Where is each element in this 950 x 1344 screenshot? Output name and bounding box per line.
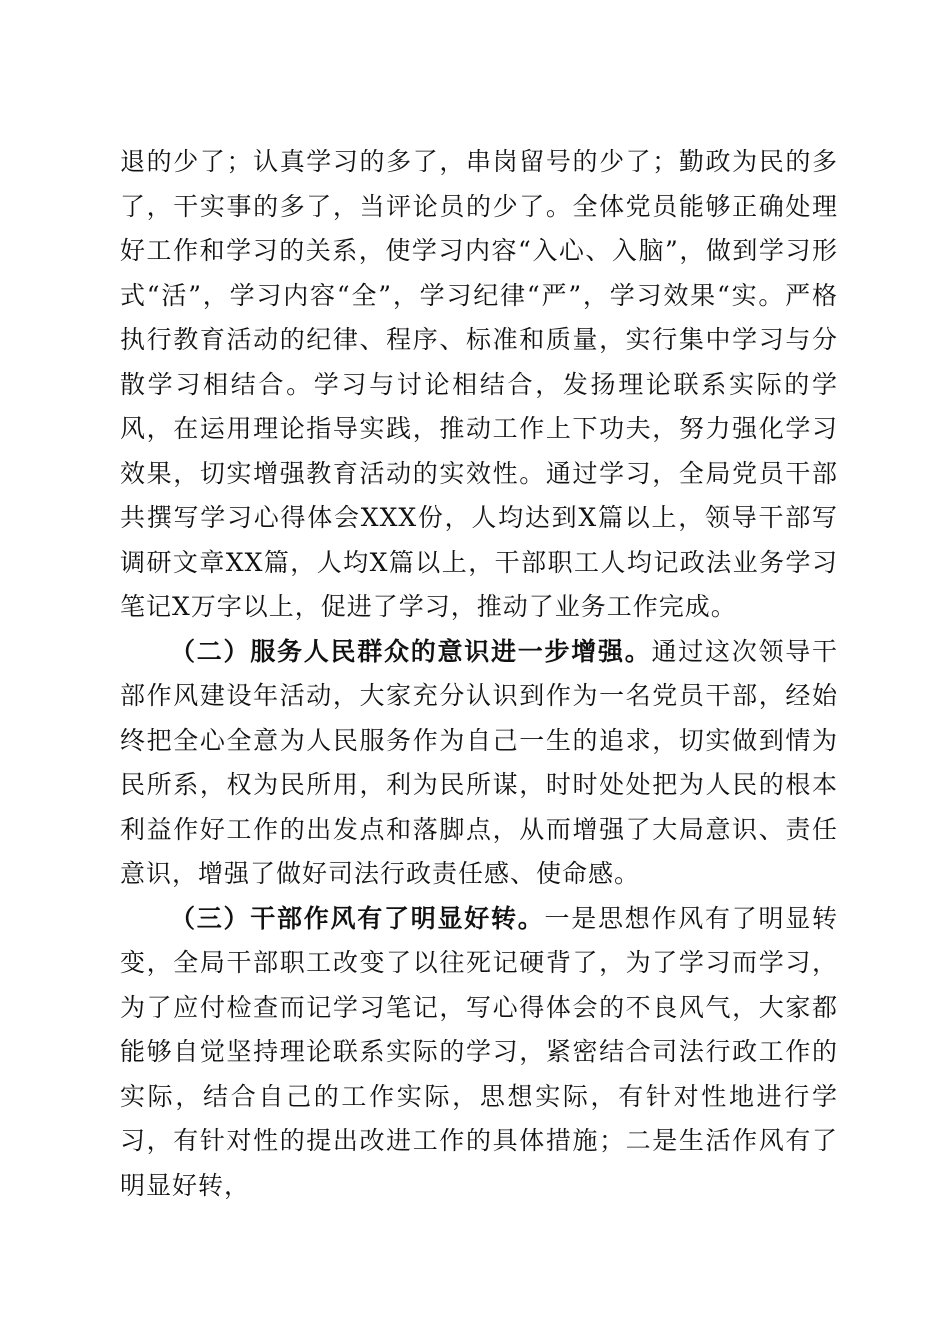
- paragraph-service-awareness: [120, 630, 838, 897]
- paragraph-text: 一是思想作风有了明显转变，全局干部职工改变了以往死记硬背了，为了学习而学习，为了应付检查而记学习笔记，写心得体会的不良风气，大家都能够自觉坚持理论联系实际的学习，紧密结合司法行政工作的实际，结合自己的工作实际，思想实际，有针对性地进行学习，有针对性的提出改进工作的具体措施；二是生活作风有了明显好转，: [120, 903, 838, 1200]
- paragraph-text: 通过这次领导干部作风建设年活动，大家充分认识到作为一名党员干部，经始终把全心全意为人民服务作为自己一生的追求，切实做到情为民所系，权为民所用，利为民所谋，时时处处把为人民的根本利益作好工作的出发点和落脚点，从而增强了大局意识、责任意识，增强了做好司法行政责任感、使命感。: [120, 636, 838, 888]
- section-heading-3: （三）干部作风有了明显好转。: [170, 903, 545, 933]
- paragraph-text: 退的少了；认真学习的多了，串岗留号的少了；勤政为民的多了，干实事的多了，当评论员的少了。全体党员能够正确处理好工作和学习的关系，使学习内容“入心、入脑”，做到学习形式“活”，学习内容“全”，学习纪律“严”，学习效果“实。严格执行教育活动的纪律、程序、标准和质量，实行集中学习与分散学习相结合。学习与讨论相结合，发扬理论联系实际的学风，在运用理论指导实践，推动工作上下功夫，努力强化学习效果，切实增强教育活动的实效性。通过学习，全局党员干部共撰写学习心得体会XXX份，人均达到X篇以上，领导干部写调研文章XX篇，人均X篇以上，干部职工人均记政法业务学习笔记X万字以上，促进了学习，推动了业务工作完成。: [120, 147, 838, 621]
- body-text: [120, 140, 838, 1208]
- paragraph-continuation: [120, 140, 838, 630]
- paragraph-work-style: [120, 897, 838, 1209]
- section-heading-2: （二）服务人民群众的意识进一步增强。: [170, 636, 652, 666]
